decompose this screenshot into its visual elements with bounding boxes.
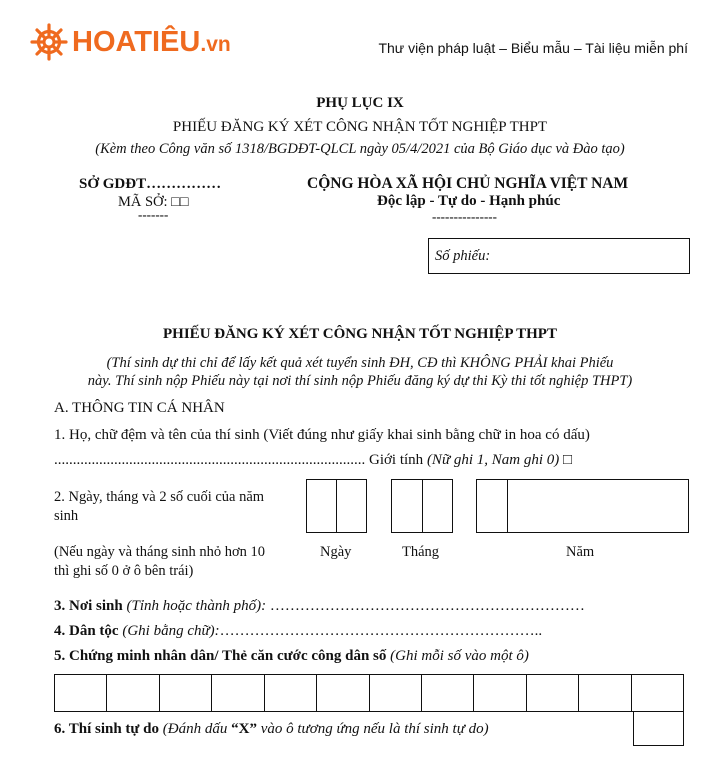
birth-day-boxes[interactable] [306,479,367,533]
q1-label: 1. Họ, chữ đệm và tên của thí sinh (Viết đúng như giấy khai sinh bằng chữ in hoa có dấu) [54,427,590,443]
q1-gender-note: (Nữ ghi 1, Nam ghi 0) [426,452,560,468]
q3-dots[interactable]: ……………………………………………………… [269,598,585,614]
q6-x-mark: “X” [231,721,257,737]
birth-year-boxes[interactable] [476,479,689,533]
q6-line [54,721,489,738]
id-number-grid[interactable] [54,674,684,712]
day-digit-1[interactable] [307,480,337,532]
id-digit-cell[interactable] [370,675,422,711]
q4-dots[interactable]: ……………………………………………………….. [219,623,543,639]
q1-gender-label: Giới tính [369,452,424,468]
month-digit-2[interactable] [423,480,453,532]
ticket-number-box[interactable] [428,238,690,274]
day-label: Ngày [320,544,352,560]
form-note-line2: này. Thí sinh nộp Phiếu này tại nơi thí sinh nộp Phiếu đăng ký dự thi Kỳ thi tốt nghiệp THPT) [87,373,633,389]
year-digit-2[interactable] [508,480,688,532]
year-digit-1[interactable] [477,480,508,532]
appendix-subtitle: PHIẾU ĐĂNG KÝ XÉT CÔNG NHẬN TỐT NGHIỆP THPT [172,119,548,135]
logo-brand: HOATIÊU [72,25,201,58]
department-code: MÃ SỞ: □□ [118,194,189,210]
q5-line [54,648,529,665]
free-candidate-checkbox[interactable] [633,711,684,746]
logo-wordmark [72,26,231,59]
day-digit-2[interactable] [337,480,366,532]
logo-suffix: .vn [200,32,231,56]
left-rule: ------- [138,207,169,222]
q6-note-a: (Đánh dấu [162,721,228,737]
right-rule: --------------- [432,209,497,224]
appendix-title: PHỤ LỤC IX [316,95,404,111]
id-digit-cell[interactable] [317,675,369,711]
q4-note: (Ghi bằng chữ): [122,623,220,639]
q1-gender-box[interactable]: □ [563,452,573,468]
form-note-line1: (Thí sinh dự thi chỉ để lấy kết quả xét tuyển sinh ĐH, CĐ thì KHÔNG PHẢI khai Phiếu [106,355,614,371]
q1-answer-line [54,452,572,469]
id-digit-cell[interactable] [107,675,159,711]
month-label: Tháng [402,544,440,560]
id-digit-cell[interactable] [474,675,526,711]
id-digit-cell[interactable] [265,675,317,711]
id-digit-cell[interactable] [527,675,579,711]
q3-line [54,598,585,615]
q1-dots[interactable]: ................................................................................... [54,452,366,468]
q6-label: 6. Thí sinh tự do [54,721,160,737]
hoatieu-logo[interactable] [30,22,231,62]
q2-note-line2: thì ghi số 0 ở ô bên trái) [54,563,194,579]
year-label: Năm [566,544,595,560]
id-digit-cell[interactable] [212,675,264,711]
q5-note: (Ghi mỗi số vào một ô) [390,648,529,664]
q3-label: 3. Nơi sinh [54,598,123,614]
ticket-number-label: Số phiếu: [435,248,491,264]
month-digit-1[interactable] [392,480,423,532]
birth-month-boxes[interactable] [391,479,453,533]
q6-note-b: vào ô tương ứng nếu là thí sinh tự do) [260,721,489,737]
national-title: CỘNG HÒA XÃ HỘI CHỦ NGHĨA VIỆT NAM [307,175,629,192]
q4-label: 4. Dân tộc [54,623,119,639]
site-tagline: Thư viện pháp luật – Biểu mẫu – Tài liệu miễn phí [378,40,688,56]
q5-label: 5. Chứng minh nhân dân/ Thẻ căn cước công dân số [54,648,387,664]
id-digit-cell[interactable] [632,675,683,711]
form-title: PHIẾU ĐĂNG KÝ XÉT CÔNG NHẬN TỐT NGHIỆP THPT [163,326,557,342]
appendix-note: (Kèm theo Công văn số 1318/BGDĐT-QLCL ngày 05/4/2021 của Bộ Giáo dục và Đào tạo) [95,141,625,157]
q2-note-line1: (Nếu ngày và tháng sinh nhỏ hơn 10 [54,544,266,560]
id-digit-cell[interactable] [160,675,212,711]
id-digit-cell[interactable] [422,675,474,711]
q4-line [54,623,542,640]
department-line: SỞ GDĐT…………… [79,176,222,192]
q2-label-line1: 2. Ngày, tháng và 2 số cuối của năm [54,489,265,505]
section-a-heading: A. THÔNG TIN CÁ NHÂN [54,400,225,416]
q2-label-line2: sinh [54,508,79,524]
ship-wheel-icon [30,23,68,61]
national-motto: Độc lập - Tự do - Hạnh phúc [377,193,561,209]
id-digit-cell[interactable] [579,675,631,711]
q3-note: (Tỉnh hoặc thành phố): [126,598,267,614]
id-digit-cell[interactable] [55,675,107,711]
